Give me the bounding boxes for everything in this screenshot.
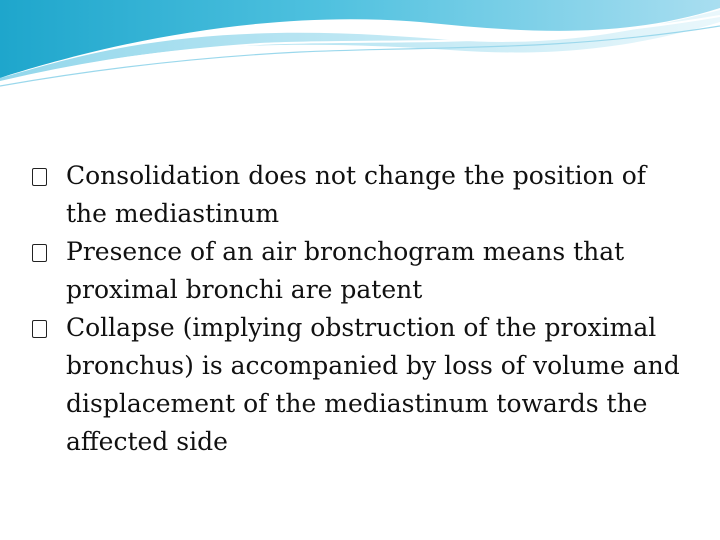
bullet-text: Presence of an air bronchogram means that proximal bronchi are patent	[66, 237, 625, 304]
missing-glyph-box-icon	[32, 168, 47, 186]
bullet-text: Collapse (implying obstruction of the proximal bronchus) is accompanied by loss of volume and displacement of the mediastinum towards the affected side	[66, 313, 680, 456]
missing-glyph-box-icon	[32, 320, 47, 338]
bullet-item	[30, 233, 690, 309]
bullet-item	[30, 157, 690, 233]
bullet-item	[30, 309, 690, 461]
slide-content	[30, 157, 690, 461]
header-wave-decoration	[0, 0, 720, 90]
missing-glyph-box-icon	[32, 244, 47, 262]
bullet-text: Consolidation does not change the position of the mediastinum	[66, 161, 647, 228]
